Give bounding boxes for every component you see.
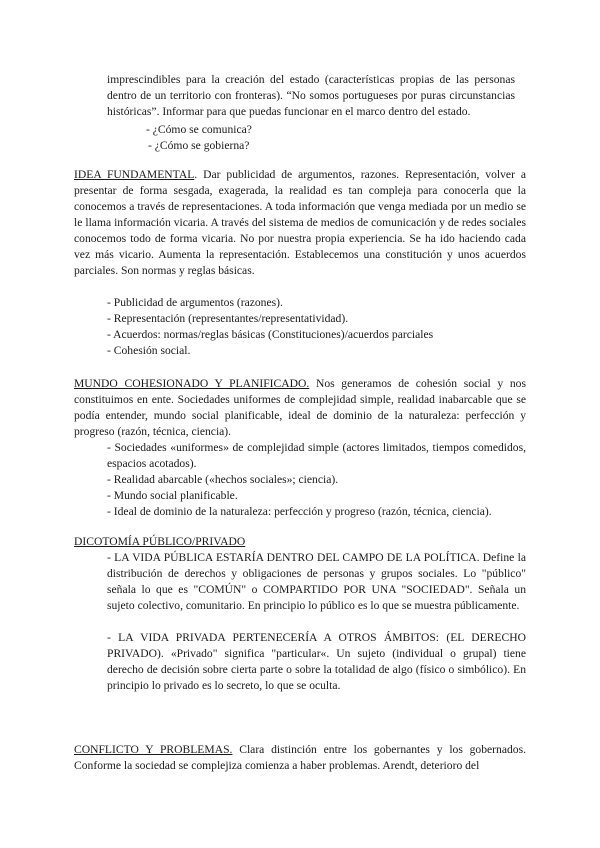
list-item: - Ideal de dominio de la naturaleza: perfección y progreso (razón, técnica, ciencia). (107, 505, 492, 518)
conflicto-section (74, 742, 526, 774)
mundo-heading: MUNDO COHESIONADO Y PLANIFICADO. (74, 377, 310, 390)
vida-publica-paragraph: - LA VIDA PÚBLICA ESTARÍA DENTRO DEL CAMPO DE LA POLÍTICA. Define la distribución de derechos y obligaciones de personas y grupos sociales. Lo "público" señala lo que es "COMÚN" o COMPARTIDO POR UNA "SOCIEDAD". Señala un sujeto colectivo, comunitario. En principio lo público es lo que se muestra públicamente. (107, 551, 526, 612)
conflicto-body: Clara distinción entre los gobernantes y los gobernados. Conforme la sociedad se complejiza comienza a haber problemas. Arendt, deterioro del (74, 743, 526, 772)
vida-privada-paragraph: - LA VIDA PRIVADA PERTENECERÍA A OTROS ÁMBITOS: (EL DERECHO PRIVADO). «Privado" significa "particular«. Un sujeto (individual o grupal) tiene derecho de decisión sobre cierta parte o sobre la totalidad de algo (físico o simbólico). En principio lo privado es lo secreto, lo que se oculta. (107, 631, 526, 692)
idea-fundamental-section (74, 167, 526, 279)
mundo-section (74, 376, 526, 440)
mundo-list (107, 440, 526, 520)
list-item: - Mundo social planificable. (107, 489, 238, 502)
intro-question-1: - ¿Cómo se comunica? (146, 123, 252, 136)
list-item: - Representación (representantes/representatividad). (107, 312, 349, 325)
idea-heading: IDEA FUNDAMENTAL (74, 168, 195, 181)
mundo-paragraph (74, 376, 526, 440)
list-item: - Sociedades «uniformes» de complejidad simple (actores limitados, tiempos comedidos, espacios acotados). (107, 441, 526, 470)
dicotomia-heading-block (74, 534, 374, 550)
list-item: - Publicidad de argumentos (razones). (107, 296, 283, 309)
idea-body: . Dar publicidad de argumentos, razones. Representación, volver a presentar de forma sesgada, exagerada, la realidad es tan compleja para conocerla que la conocemos a través de representaciones. A toda información que venga mediada por un medio se le llama información vicaria. A través del sistema de medios de comunicación y de redes sociales conocemos todo de forma vicaria. No por nuestra propia experiencia. Se ha ido haciendo cada vez más vicario. Aumenta la representación. Establecemos una constitución y unos acuerdos parciales. Son normas y reglas básicas. (74, 168, 526, 277)
conflicto-heading: CONFLICTO Y PROBLEMAS. (74, 743, 233, 756)
intro-text: imprescindibles para la creación del estado (características propias de las personas dentro de un territorio con fronteras). “No somos portugueses por puras circunstancias históricas”. Informar para que puedas funcionar en el marco dentro del estado. (107, 73, 515, 118)
list-item: - Acuerdos: normas/reglas básicas (Constituciones)/acuerdos parciales (107, 328, 434, 341)
idea-list (107, 295, 527, 359)
mundo-body: Nos generamos de cohesión social y nos constituimos en ente. Sociedades uniformes de complejidad simple, realidad inabarcable que se podía entender, mundo social planificable, ideal de dominio de la naturaleza: perfección y progreso (razón, técnica, ciencia). (74, 377, 526, 438)
idea-paragraph (74, 167, 526, 279)
list-item: - Realidad abarcable («hechos sociales»; ciencia). (107, 473, 339, 486)
dicotomia-heading: DICOTOMÍA PÚBLICO/PRIVADO (74, 535, 246, 548)
list-item: - Cohesión social. (107, 344, 191, 357)
intro-paragraph (107, 72, 515, 120)
intro-question-2: - ¿Cómo se gobierna? (148, 139, 250, 152)
conflicto-paragraph (74, 742, 526, 774)
